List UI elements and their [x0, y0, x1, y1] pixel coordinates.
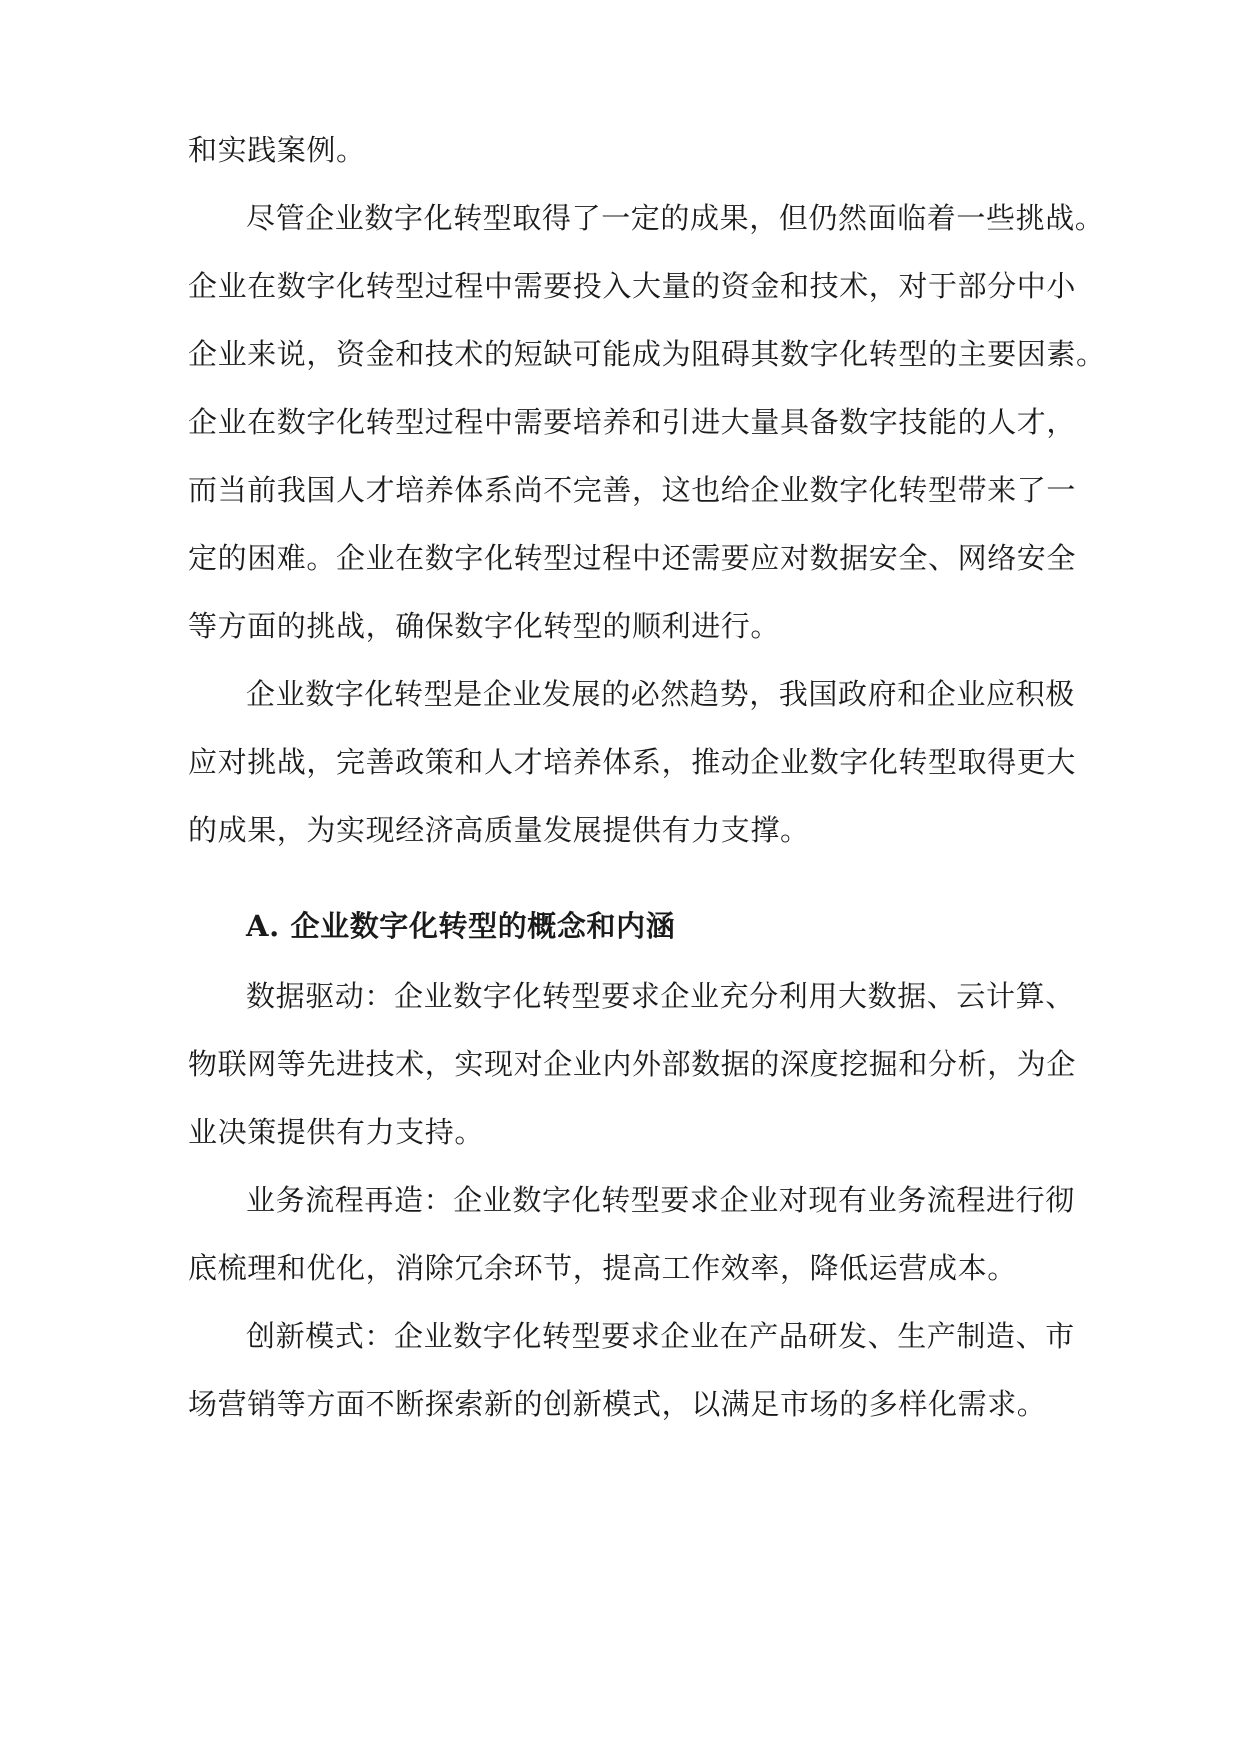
paragraph-line: 尽管企业数字化转型取得了一定的成果，但仍然面临着一些挑战。: [246, 201, 1105, 235]
paragraph-line: 创新模式：企业数字化转型要求企业在产品研发、生产制造、市: [246, 1319, 1075, 1353]
paragraph-line: 数据驱动：企业数字化转型要求企业充分利用大数据、云计算、: [246, 979, 1075, 1013]
paragraph-line: 企业在数字化转型过程中需要培养和引进大量具备数字技能的人才，: [188, 405, 1077, 439]
paragraph-line: 业决策提供有力支持。: [188, 1115, 485, 1149]
paragraph-line: 应对挑战，完善政策和人才培养体系，推动企业数字化转型取得更大: [188, 745, 1077, 779]
paragraph-line: 企业数字化转型是企业发展的必然趋势，我国政府和企业应积极: [246, 677, 1075, 711]
paragraph-line: 底梳理和优化，消除冗余环节，提高工作效率，降低运营成本。: [188, 1251, 1017, 1285]
paragraph-line: 业务流程再造：企业数字化转型要求企业对现有业务流程进行彻: [246, 1183, 1075, 1217]
paragraph-line: 而当前我国人才培养体系尚不完善，这也给企业数字化转型带来了一: [188, 473, 1077, 507]
paragraph-line: 物联网等先进技术，实现对企业内外部数据的深度挖掘和分析，为企: [188, 1047, 1077, 1081]
paragraph-line: 场营销等方面不断探索新的创新模式，以满足市场的多样化需求。: [188, 1387, 1047, 1421]
section-heading: A. 企业数字化转型的概念和内涵: [246, 909, 676, 943]
paragraph-line: 定的困难。企业在数字化转型过程中还需要应对数据安全、网络安全: [188, 541, 1077, 575]
paragraph-line: 等方面的挑战，确保数字化转型的顺利进行。: [188, 609, 781, 643]
paragraph-line: 企业在数字化转型过程中需要投入大量的资金和技术，对于部分中小: [188, 269, 1077, 303]
paragraph-line: 和实践案例。: [188, 133, 366, 167]
paragraph-line: 的成果，为实现经济高质量发展提供有力支撑。: [188, 813, 810, 847]
paragraph-line: 企业来说，资金和技术的短缺可能成为阻碍其数字化转型的主要因素。: [188, 337, 1106, 371]
